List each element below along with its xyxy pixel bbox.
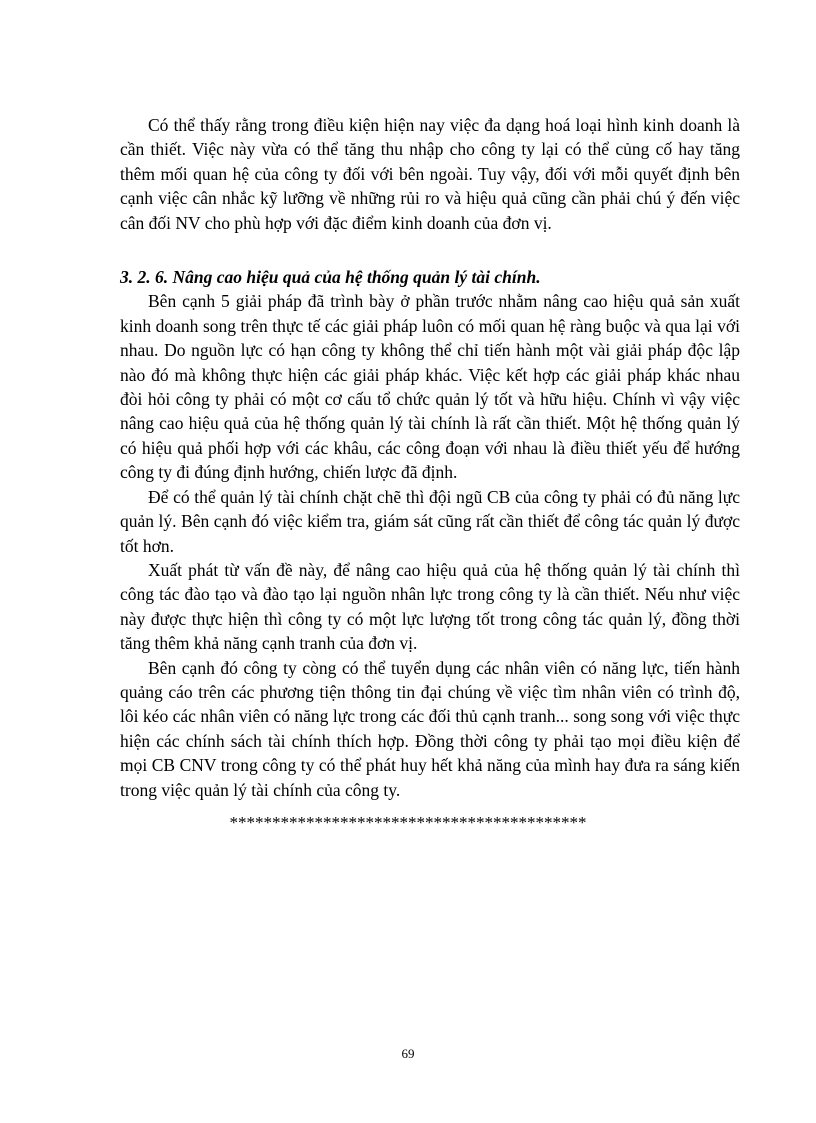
separator-stars: ****************************************** — [229, 813, 587, 832]
body-paragraph: Bên cạnh đó công ty còng có thể tuyển dụng các nhân viên có năng lực, tiến hành quảng cáo trên các phương tiện thông tin đại chúng về việc tìm nhân viên có trình độ, lôi kéo các nhân viên có năng lực trong các đối thủ cạnh tranh... song song với việc thực hiện các chính sách tài chính thích hợp. Đồng thời công ty phải tạo mọi điều kiện để mọi CB CNV trong công ty có thể phát huy hết khả năng của mình hay đưa ra sáng kiến trong việc quản lý tài chính của công ty. — [120, 657, 740, 800]
page-body — [120, 113, 740, 802]
body-paragraph: Để có thể quản lý tài chính chặt chẽ thì đội ngũ CB của công ty phải có đủ năng lực quản lý. Bên cạnh đó việc kiểm tra, giám sát cũng rất cần thiết để công tác quản lý được tốt hơn. — [120, 486, 740, 556]
body-paragraph: Xuất phát từ vấn đề này, để nâng cao hiệu quả của hệ thống quản lý tài chính thì công tác đào tạo và đào tạo lại nguồn nhân lực trong công ty là cần thiết. Nếu như việc này được thực hiện thì công ty có một lực lượng tốt trong công tác quản lý, đồng thời tăng thêm khả năng cạnh tranh của đơn vị. — [120, 559, 740, 654]
intro-paragraph: Có thể thấy rằng trong điều kiện hiện nay việc đa dạng hoá loại hình kinh doanh là cần thiết. Việc này vừa có thể tăng thu nhập cho công ty lại có thể củng cố hay tăng thêm mối quan hệ của công ty đối với bên ngoài. Tuy vậy, đối với mỗi quyết định bên cạnh việc cân nhắc kỹ lưỡng về những rủi ro và hiệu quả cũng cần phải chú ý đến việc cân đối NV cho phù hợp với đặc điểm kinh doanh của đơn vị. — [120, 115, 740, 233]
page-number: 69 — [401, 1046, 415, 1061]
section-heading: 3. 2. 6. Nâng cao hiệu quả của hệ thống quản lý tài chính. — [120, 267, 541, 288]
body-paragraph: Bên cạnh 5 giải pháp đã trình bày ở phần trước nhằm nâng cao hiệu quả sản xuất kinh doanh song trên thực tế các giải pháp luôn có mối quan hệ ràng buộc và qua lại với nhau. Do nguồn lực có hạn công ty không thể chỉ tiến hành một vài giải pháp độc lập nào đó mà không thực hiện các giải pháp khác. Việc kết hợp các giải pháp khác nhau đòi hỏi công ty phải có một cơ cấu tổ chức quản lý tốt và hữu hiệu. Chính vì vậy việc nâng cao hiệu quả của hệ thống quản lý tài chính là rất cần thiết. Một hệ thống quản lý có hiệu quả phối hợp với các khâu, các công đoạn với nhau là điều thiết yếu để hướng công ty đi đúng định hướng, chiến lược đã định. — [120, 291, 740, 483]
